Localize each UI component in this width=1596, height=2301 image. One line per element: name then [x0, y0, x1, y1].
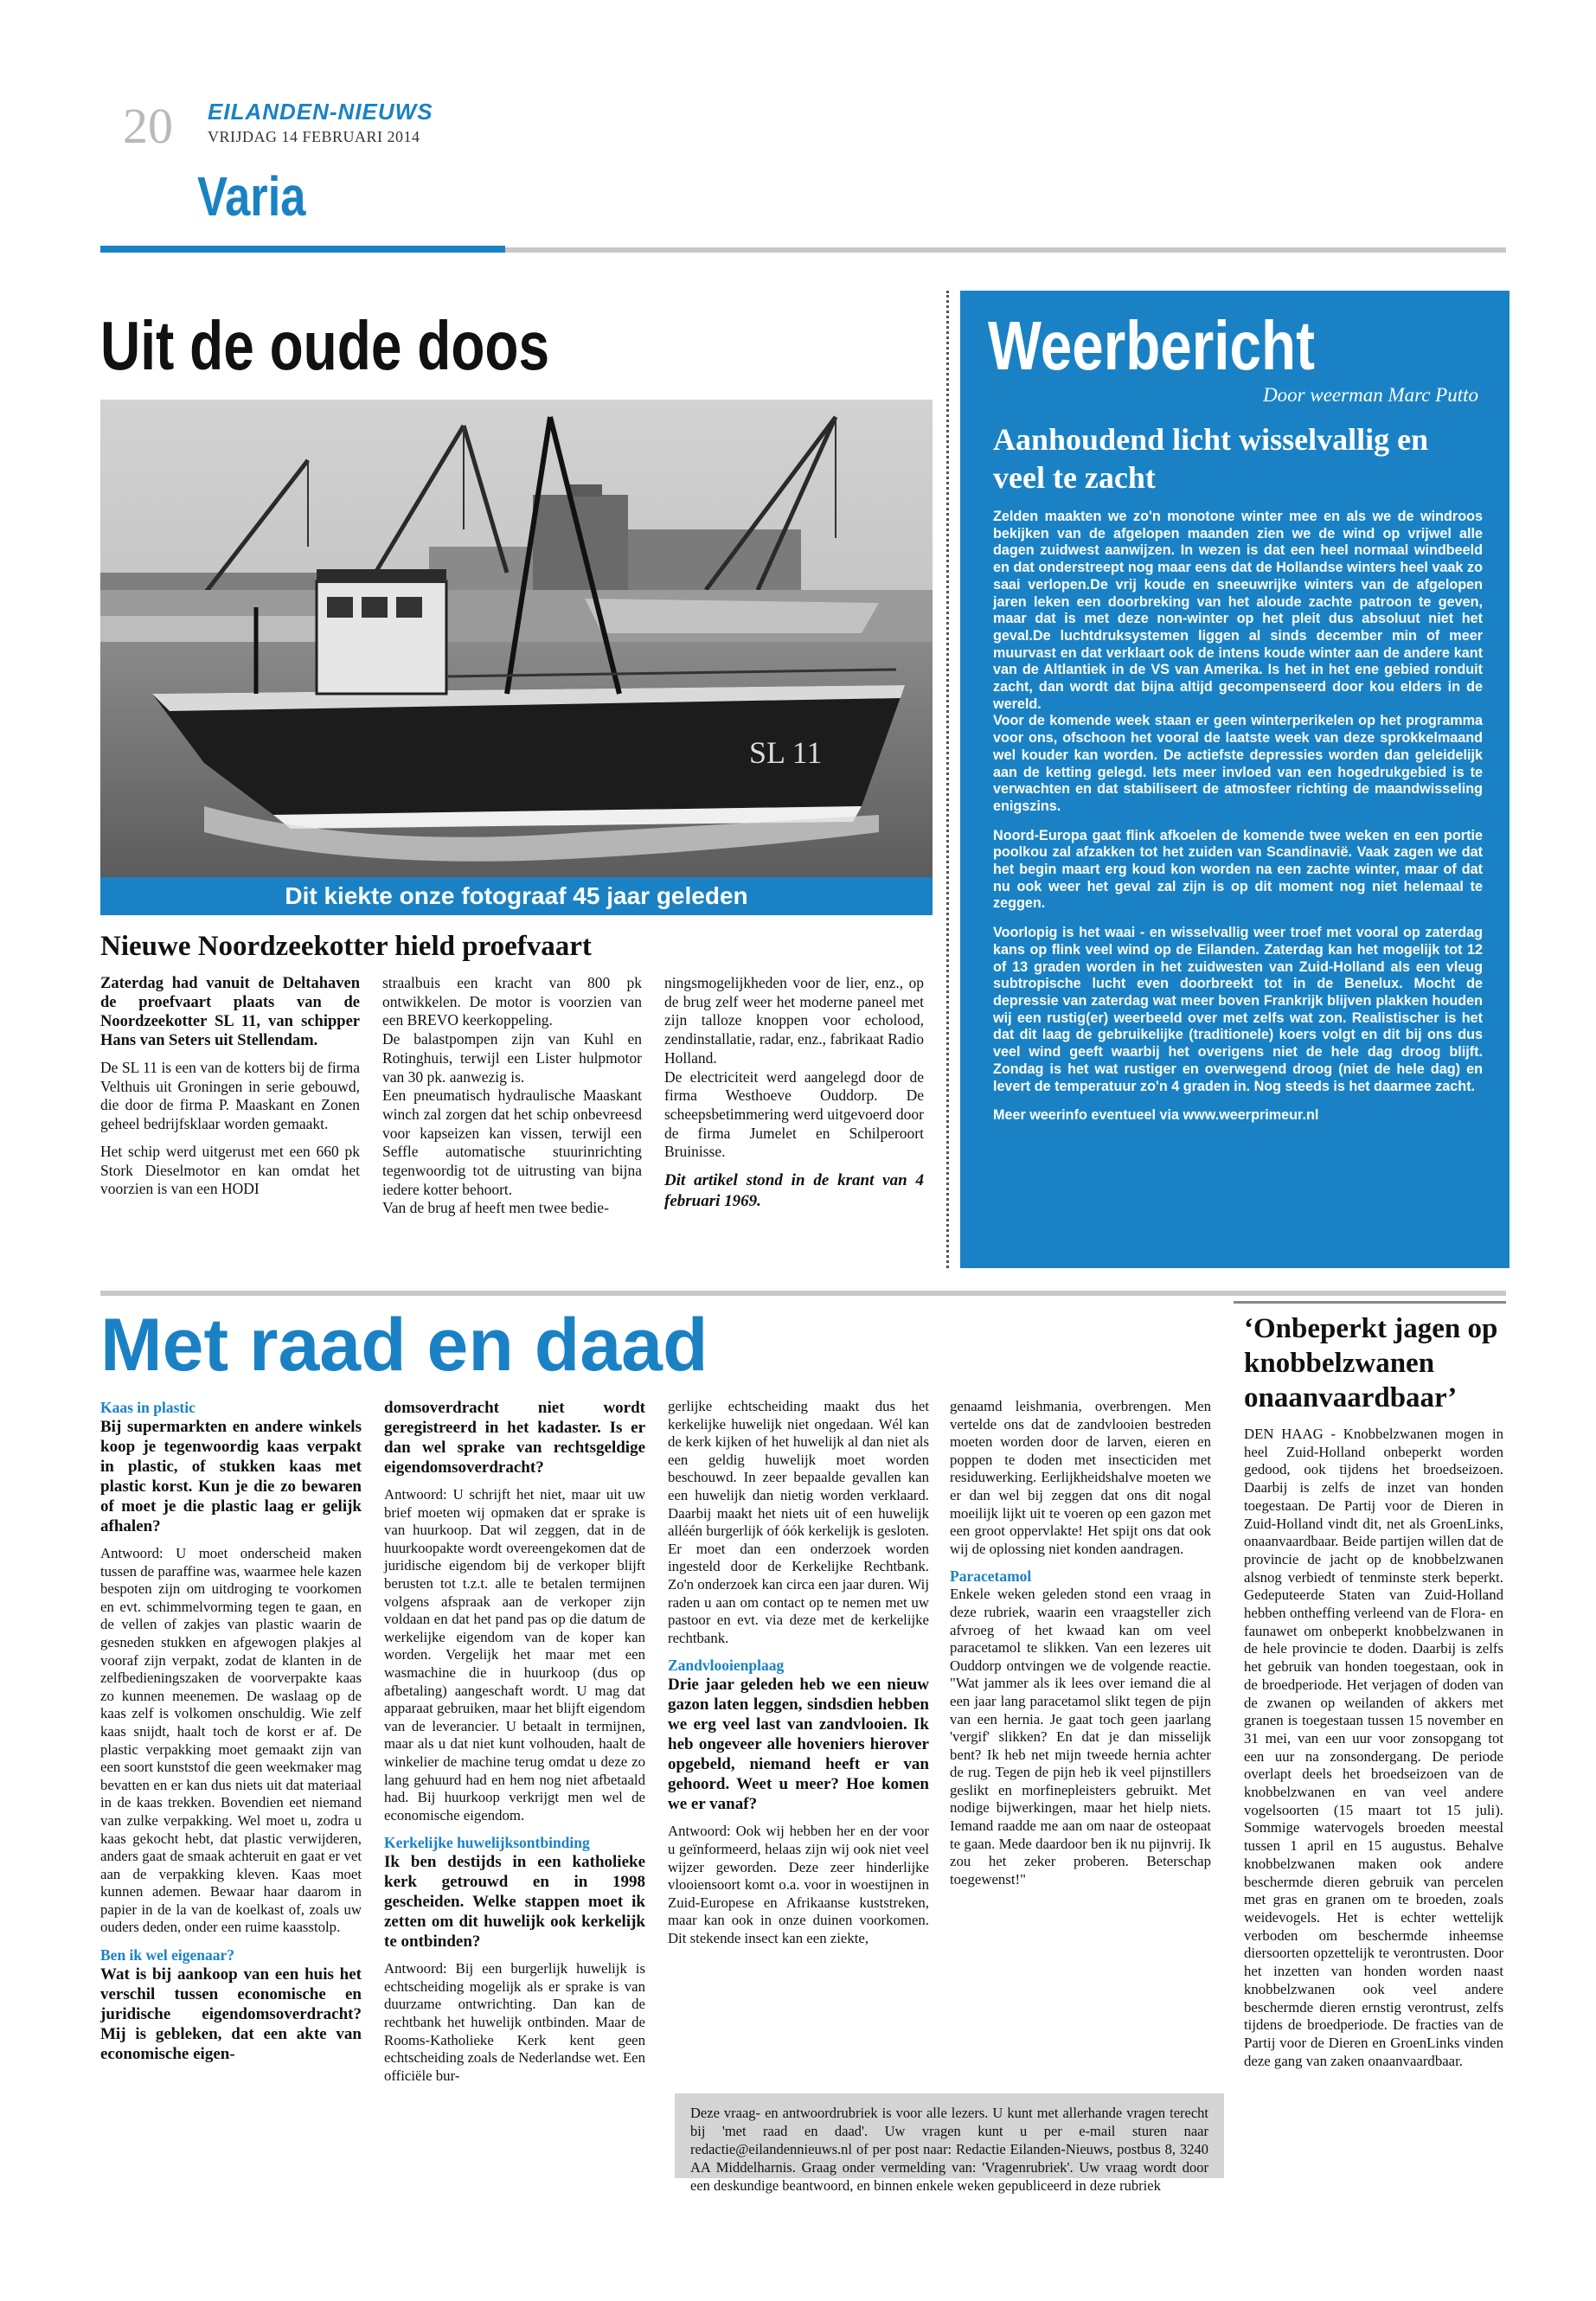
question-topic: Kaas in plastic	[100, 1399, 195, 1416]
raad-column-2	[384, 1398, 645, 2093]
article-source-note: Dit artikel stond in de krant van 4 februari 1969.	[664, 1171, 924, 1211]
article-body	[1244, 1426, 1503, 2079]
article-paragraph: De balastpompen zijn van Kuhl en Rotinghuis, terwijl een Lister hulpmotor van 30 pk. aanwezig is.	[382, 1030, 642, 1086]
weather-headline: Aanhoudend licht wisselvallig en veel te zacht	[993, 422, 1429, 495]
answer-text: gerlijke echtscheiding maakt dus het kerkelijke huwelijk niet ongedaan. Wél kan de kerk kijken of het huwelijk al dan niet als een geldig huwelijk moet worden beschouwd. In zeer bepaalde gevallen kan een huwelijk dan nietig worden verklaard. Daarbij maakt het niets uit of een huwelijk alléén burgerlijk of óók kerkelijk is gesloten. Er moet dan een onderzoek worden ingesteld door de Kerkelijke Rechtbank. Zo'n onderzoek kan circa een jaar duren. Wij raden u aan om contact op te nemen met uw pastoor en evt. via deze met de kerkelijke rechtbank.	[668, 1398, 929, 1646]
section-rule	[505, 247, 1506, 253]
weather-body	[993, 509, 1483, 1137]
photo-caption: Dit kiektе onze fotograaf 45 jaar geleden	[100, 877, 933, 915]
article-paragraph: straalbuis een kracht van 800 pk ontwikkelen. De motor is voorzien van een BREVO keerkoppeling.	[382, 974, 642, 1029]
issue-date: VRIJDAG 14 FEBRUARI 2014	[208, 128, 420, 145]
article-paragraph: ningsmogelijkheden voor de lier, enz., op de brug zelf weer het moderne paneel met zijn talloze knoppen voor echolood, zendinstallatie, radar, enz., fabrikaat Radio Holland.	[664, 974, 924, 1067]
answer-text: Antwoord: U schrijft het niet, maar uit uw brief moeten wij opmaken dat er sprake is van huurkoop. Dat wil zeggen, dat in de huurkoopakte wordt overeengekomen dat de juridische eigendom bij de verkoper blijft berusten tot t.z.t. alle te betalen termijnen volgens afspraak aan de verkoper zijn voldaan en dat het pand pas op die datum de werkelijke eigendom van de koper kan worden. Vergelijk het maar met een wasmachine die in huurkoop (dus op afbetaling) aangeschaft wordt. U mag dat apparaat gebruiken, maar het blijft eigendom van de leverancier. U betaalt in termijnen, maar als u dat niet kunt volhouden, haalt de winkelier de machine terug omdat u deze zo lang gehuurd had en hem nog niet afbetaald had. Bij huurkoop verkrijgt men wel de economische eigendom.	[384, 1486, 645, 1823]
article-paragraph: Van de brug af heeft men twee bedie-	[382, 1199, 609, 1217]
answer-text: Antwoord: U moet onderscheid maken tussen de paraffine was, waarmee hele kazen bespoten zijn om uitdroging te voorkomen en evt. schimmelvorming tegen te gaan, en de vellen of zakjes van plastic waarin de gesneden stukken en afgewogen plakjes al vooraf zijn verpakt, zodat de klanten in de zelfbedieningszaken de voorverpakte kaas zo kunnen meenemen. De waslaag op de kaas zelf is volkomen onschuldig. Wie zelf kaas snijdt, haalt toch de korst er af. De plastic verpakking moet gemaakt zijn van een soort kunststof die geen weekmaker mag bevatten en er kan dus niets uit dat materiaal in de kaas trekken. Bovendien eet niemand van zulke verpakking. Wel moet u, zodra u kaas gekocht hebt, dat plastic verwijderen, anders gaat de smaak achteruit en gaat er vet aan de verpakking kleven. Kaas moet kunnen ademen. Bewaar haar daarom in papier in de la van de koelkast of, zoals uw ouders deden, onder een ruime kaasstolp.	[100, 1545, 362, 1936]
article-lead: Zaterdag had vanuit de Deltahaven de proefvaart plaats van de Noordzeekotter SL 11, van schipper Hans van Seters uit Stellendam.	[100, 975, 360, 1049]
weather-box	[960, 291, 1509, 1268]
raad-column-4	[950, 1398, 1211, 1897]
question-topic: Zandvlooienplaag	[668, 1657, 785, 1675]
column-divider	[946, 291, 949, 1268]
weather-paragraph: Voor de komende week staan er geen winterperikelen op het programma voor ons, ofschoon het vooral de laatste week van deze sprokkelmaand wel kouder kan worden. De actiefste depressies worden dan geleidelijk aan de ketting gelegd. Iets meer invloed van een hogedrukgebied is te verwachten en dat stabiliseert de atmosfeer richting de maandwisseling enigszins.	[993, 713, 1483, 814]
question-text: Wat is bij aankoop van een huis het verschil tussen economische en juridische eigendomsoverdracht? Mij is gebleken, dat een akte van economische eigen-	[100, 1965, 362, 2064]
weather-paragraph: Noord-Europa gaat flink afkoelen de komende twee weken en een portie poolkou zal afzakken tot het zuiden van Scandinavië. Vaak zagen we dat het begin maart erg koud kon worden na een zachte winter, maar of dat nu ook weer het geval zal zijn is op dit moment nog niet helemaal te zeggen.	[993, 827, 1483, 912]
section-title: Varia	[197, 165, 306, 228]
answer-text: genaamd leishmania, overbrengen. Men vertelde ons dat de zandvlooien bestreden moeten worden door de larven, eieren en poppen te doden met insecticiden met residuwerking. Eerlijkheidshalve moeten we er dan wel bij zeggen dat ons dit nogal moeilijk lijkt uit te voeren op een gazon met een groot oppervlakte! Het spijt ons dat ook wij de oplossing niet konden aandragen.	[950, 1398, 1211, 1557]
archive-photo-fishing-boat	[100, 400, 933, 877]
column-title: Met raad en daad	[100, 1304, 708, 1387]
raad-column-3	[668, 1398, 929, 1956]
question-text: Ik ben destijds in een katholieke kerk getrouwd en in 1998 gescheiden. Welke stappen moet ik zetten om dit huwelijk ook kerkelijk te ontbinden?	[384, 1853, 645, 1952]
weather-paragraph: Zelden maakten we zo'n monotone winter mee en als we de windroos bekijken van de afgelopen maanden zien we de wind op vrijwel alle dagen zuidwest aanwijzen. In wezen is dat een heel normaal windbeeld en dat onderstreept nog maar eens dat de Hollandse winters heel vaak zo saai verlopen.De vrij koude en sneeuwrijke winters van de afgelopen jaren leken een doorbreking van het aloude zachte patroon te geven, maar dat is met deze non-winter op het pleit dus absoluut niet het geval.De luchtdruksystemen liggen al sinds december min of meer muurvast en dat verklaart ook de intens koude winter aan de andere kant van de Altlantiek in de VS van Amerika. Is het in het ene gebied ronduit zacht, dan wordt dat bijna altijd gecompenseerd door kou elders in de wereld.	[993, 509, 1483, 712]
weather-byline: Door weerman Marc Putto	[1263, 384, 1478, 406]
article-paragraph: De electriciteit werd aangelegd door de firma Westhoeve Ouddorp. De scheepsbetimmering werd uitgevoerd door de firma Jumelet en Schilperoort Bruinisse.	[664, 1067, 924, 1161]
article-column-3	[664, 974, 924, 1221]
answer-text: Antwoord: Bij een burgerlijk huwelijk is echtscheiding mogelijk als er sprake is van duurzame ontwrichting. Dan kan de rechtbank het huwelijk ontbinden. Maar de Rooms-Katholieke Kerk kent geen echtscheiding zoals de Nederlandse wet. Een officiële bur-	[384, 1960, 645, 2084]
article-paragraph: De SL 11 is een van de kotters bij de firma Velthuis uit Groningen in serie gebouwd, die door de firma P. Maaskant en Zonen geheel bedrijfsklaar worden gemaakt.	[100, 1059, 360, 1133]
rubric-info-box: Deze vraag- en antwoordrubriek is voor alle lezers. U kunt met allerhande vragen terecht bij 'met raad en daad'. Uw vragen kunt u per e-mail sturen naar redactie@eilandennieuws.nl of per post naar: Redactie Eilanden-Nieuws, postbus 8, 3240 AA Middelharnis. Graag onder vermelding van: 'Vragenrubriek'. Uw vraag wordt door een deskundige beantwoord, en binnen enkele weken gepubliceerd in deze rubriek	[675, 2093, 1224, 2178]
page-number: 20	[123, 98, 173, 154]
article-paragraph: DEN HAAG - Knobbelzwanen mogen in heel Zuid-Holland onbeperkt worden gedood, ook tijdens het broedseizoen. Daarbij is zelfs de inzet van honden toegestaan. De Partij voor de Dieren in Zuid-Holland vindt dit, net als GroenLinks, onaanvaardbaar. Beide partijen willen dat de provincie de jacht op de knobbelzwanen alsnog verbiedt of tenminste sterk beperkt. Gedeputeerde Staten van Zuid-Holland hebben ontheffing verleend van de Flora- en faunawet om onbeperkt knobbelzwanen in de hele provincie te doden. Daarbij is zelfs het gebruik van honden toegestaan, ook in de broedperiode. Het verjagen of doden van de zwanen op weilanden of akkers met granen is toegestaan tussen 15 november en 31 mei, van een uur voor zonsopgang tot een uur na zonsondergang. De periode overlapt deels het broedseizoen van de knobbelzwanen en van veel andere vogelsoorten (15 maart tot 15 juli). Sommige watervogels broeden meestal tussen 1 april en 15 augustus. Behalve knobbelzwanen maken ook andere beschermde dieren gebruik van percelen met gras en granen om te broeden, zoals weidevogels. Het is echter wettelijk verboden om beschermde inheemse diersoorten opzettelijk te verontrusten. Door het inzetten van honden worden naast knobbelzwanen ook veel andere beschermde dieren ernstig verontrust, zelfs tijdens de broedperiode. De fracties van de Partij voor de Dieren en GroenLinks vinden deze gang van zaken onaanvaardbaar.	[1244, 1426, 1503, 2069]
weather-title: Weerbericht	[988, 307, 1315, 384]
question-text: Bij supermarkten en andere winkels koop je tegenwoordig kaas verpakt in plastic, of stukken kaas met plastic korst. Kun je die zo bewaren of moet je die plastic laag er gelijk afhalen?	[100, 1418, 362, 1535]
section-rule-accent	[100, 246, 505, 253]
raad-column-1	[100, 1398, 362, 2073]
boat-hull-marking: SL 11	[749, 735, 823, 770]
masthead-logo: EILANDEN-NIEUWS	[208, 99, 433, 125]
article-paragraph: Een pneumatisch hydraulische Maaskant winch zal zorgen dat het schip onbevreesd voor kapseizen kan vissen, terwijl een Seffle automatische stuurinrichting tegenwoordig tot de uitrusting van bijna iedere kotter behoort.	[382, 1086, 642, 1198]
question-text: Drie jaar geleden heb we een nieuw gazon laten leggen, sindsdien hebben we erg veel last van zandvlooien. Ik heb ongeveer alle hoveniers hierover opgebeld, niemand heeft er van gehoord. Weet u meer? Hoe komen we er vanaf?	[668, 1676, 929, 1814]
article-column-2	[382, 974, 642, 1218]
article-headline: ‘Onbeperkt jagen op knobbelzwanen onaanvaardbaar’	[1244, 1313, 1498, 1413]
question-text: domsoverdracht niet wordt geregistreerd in het kadaster. Is er dan wel sprake van rechtsgeldige eigendomsoverdracht?	[384, 1399, 645, 1477]
article-headline: Uit de oude doos	[100, 307, 550, 384]
weather-link-text: Meer weerinfo eventueel via www.weerprimeur.nl	[993, 1107, 1319, 1124]
article-top-rule	[1234, 1301, 1506, 1304]
answer-text: Enkele weken geleden stond een vraag in deze rubriek, waarin een vraagsteller zich afvroeg of het kwaad kan om veel paracetamol te slikken. Van een lezeres uit Ouddorp ontvingen we de volgende reactie. "Wat jammer als ik lees over iemand die al een jaar lang paracetamol slikt tegen de pijn van een hernia. Je gaat toch geen jaarlang 'vergif' slikken? En dat je dan misselijk bent? Ik heb net mijn tweede hernia achter de rug. Tegen de pijn heb ik veel pijnstillers geslikt en morfinepleisters gebruikt. Met nodige bijwerkingen, maar het hielp niets. Iemand raadde me aan om naar de osteopaat te gaan. Mede daardoor ben ik nu pijnvrij. Ik zou het zeker proberen. Beterschap toegewenst!"	[950, 1586, 1211, 1888]
article-column-1	[100, 974, 360, 1208]
article-paragraph: Het schip werd uitgerust met een 660 pk Stork Dieselmotor en kan omdat het voorzien is van een HODI	[100, 1142, 360, 1198]
answer-text: Antwoord: Ook wij hebben her en der voor u geïnformeerd, helaas zijn wij ook niet veel wijzer geworden. Deze zeer hinderlijke vlooiensoort komt o.a. voor in woestijnen in Zuid-Europese en Afrikaanse kuststreken, maar kan ook in onze duinen voorkomen. Dit stekende insect kan een ziekte,	[668, 1823, 929, 1946]
weather-paragraph: Voorlopig is het waai - en wisselvallig weer troef met vooral op zaterdag kans op flink veel wind op de Eilanden. Zaterdag kan het mogelijk tot 12 of 13 graden worden in het zuidwesten van Zuid-Holland als een vleug subtropische lucht even doorbreekt tot in de Benelux. Mocht de depressie van zaterdag wat meer boven Frankrijk blijven plakken houden wij een rustig(er) weerbeeld over met zelfs wat zon. Realistischer is het dat dit laag de gebruikelijke (traditionele) koers volgt en dit bij ons dus veel wind geeft waarbij het overigens niet de hele dag droog blijft. Zondag is het wat rustiger en overwegend droog (niet de hele dag) en levert de temperatuur zo'n 4 graden in. Nog steeds is het daarmee zacht.	[993, 925, 1483, 1094]
section-rule	[100, 1291, 1506, 1296]
question-topic: Ben ik wel eigenaar?	[100, 1946, 235, 1965]
question-topic: Kerkelijke huwelijksontbinding	[384, 1834, 590, 1852]
question-topic: Paracetamol	[950, 1567, 1032, 1586]
article-subhead: Nieuwe Noordzeekotter hield proefvaart	[100, 931, 592, 962]
